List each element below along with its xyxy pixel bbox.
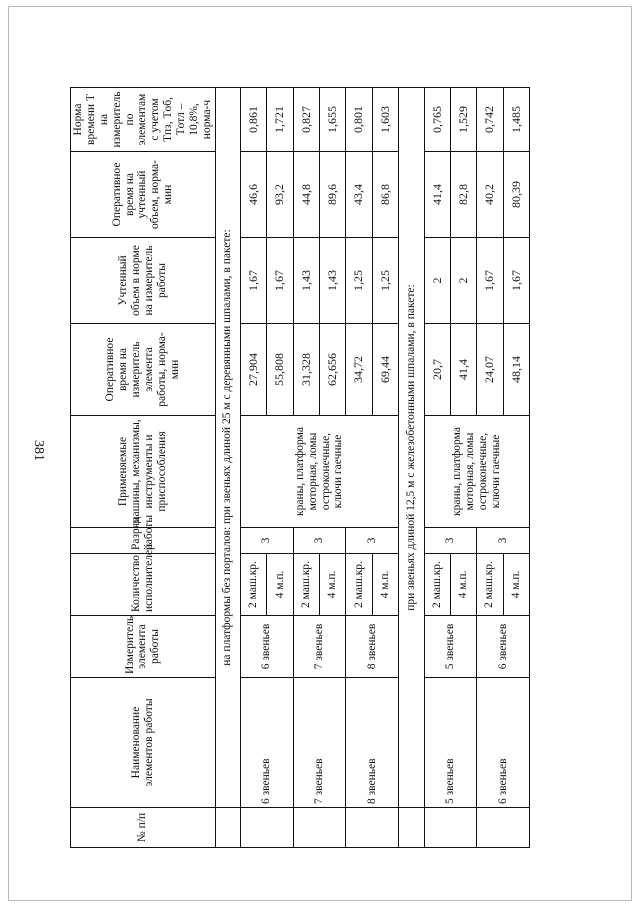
op-time: 41,4 [450,324,476,416]
page-number: 381 [31,440,46,461]
op-time-counted: 43,4 [346,152,372,238]
element-name: 8 звеньев [346,678,399,808]
workers: 4 м.п. [372,554,398,616]
norm-table [70,87,530,848]
volume: 1,67 [267,238,293,324]
workers: 2 маш.кр. [293,554,319,616]
element-name: 6 звеньев [477,678,530,808]
norm: 0,861 [241,88,267,152]
header-op-time-counted: Оперативное время на учтенный объем, норма-мин [71,152,216,238]
op-time-counted: 40,2 [477,152,503,238]
op-time: 20,7 [424,324,450,416]
grade: 3 [477,528,530,554]
op-time: 34,72 [346,324,372,416]
volume: 2 [424,238,450,324]
element-meter: 7 звеньев [293,616,346,678]
tools: краны, платформа моторная, ломы остроконечные, ключи гаечные [424,416,529,528]
volume: 1,67 [503,238,529,324]
element-meter: 8 звеньев [346,616,399,678]
volume: 1,25 [346,238,372,324]
header-meter: Измеритель элемента работы [71,616,216,678]
grade: 3 [293,528,346,554]
element-name: 7 звеньев [293,678,346,808]
norm: 1,655 [320,88,346,152]
element-meter: 6 звеньев [241,616,294,678]
op-time-counted: 86,8 [372,152,398,238]
op-time-counted: 82,8 [450,152,476,238]
op-time-counted: 46,6 [241,152,267,238]
op-time-counted: 93,2 [267,152,293,238]
header-grade: Разряд работы [71,528,216,554]
norm: 1,529 [450,88,476,152]
norm: 0,742 [477,88,503,152]
element-meter: 6 звеньев [477,616,530,678]
op-time-counted: 80,39 [503,152,529,238]
op-time: 55,808 [267,324,293,416]
header-no: № п/п [71,808,216,848]
section-title-row [399,88,424,848]
table-row [424,88,450,848]
op-time-counted: 89,6 [320,152,346,238]
volume: 2 [450,238,476,324]
element-name: 6 звеньев [241,678,294,808]
grade: 3 [346,528,399,554]
tools: краны, платформа моторная, ломы остроконечные, ключи гаечные [241,416,399,528]
op-time: 62,656 [320,324,346,416]
grade: 3 [424,528,477,554]
norm: 0,827 [293,88,319,152]
volume: 1,43 [320,238,346,324]
volume: 1,67 [241,238,267,324]
op-time-counted: 41,4 [424,152,450,238]
header-workers: Количество исполнителей [71,554,216,616]
op-time: 69,44 [372,324,398,416]
workers: 4 м.п. [320,554,346,616]
table-row [241,88,267,848]
norm: 0,801 [346,88,372,152]
workers: 4 м.п. [503,554,529,616]
norm: 1,603 [372,88,398,152]
header-tools: Применяемые машины, механизмы, инструменты и приспособления [71,416,216,528]
op-time: 48,14 [503,324,529,416]
workers: 2 маш.кр. [424,554,450,616]
element-meter: 5 звеньев [424,616,477,678]
header-name: Наименование элементов работы [71,678,216,808]
op-time-counted: 44,8 [293,152,319,238]
header-row [71,88,216,848]
section1-title: на платформы без порталов: при звеньях длиной 25 м с деревянными шпалами, в пакете: [215,88,240,808]
workers: 2 маш.кр. [477,554,503,616]
rotated-table-container [70,88,530,848]
workers: 2 маш.кр. [346,554,372,616]
element-name: 5 звеньев [424,678,477,808]
norm: 0,765 [424,88,450,152]
volume: 1,67 [477,238,503,324]
op-time: 24,07 [477,324,503,416]
norm: 1,485 [503,88,529,152]
section2-title: при звеньях длиной 12,5 м с железобетонными шпалами, в пакете: [399,88,424,808]
op-time: 27,904 [241,324,267,416]
volume: 1,25 [372,238,398,324]
workers: 4 м.п. [267,554,293,616]
workers: 4 м.п. [450,554,476,616]
header-volume: Учтенный объем в норме на измеритель работы [71,238,216,324]
workers: 2 маш.кр. [241,554,267,616]
op-time: 31,328 [293,324,319,416]
section-title-row [215,88,240,848]
grade: 3 [241,528,294,554]
volume: 1,43 [293,238,319,324]
norm: 1,721 [267,88,293,152]
header-op-time: Оперативное время на измеритель элемента работы, норма-мин [71,324,216,416]
header-norm: Норма времени Т на измеритель по элементам с учетом Tпз, Tоб, Tотл – 10,8%, норма-ч [71,88,216,152]
